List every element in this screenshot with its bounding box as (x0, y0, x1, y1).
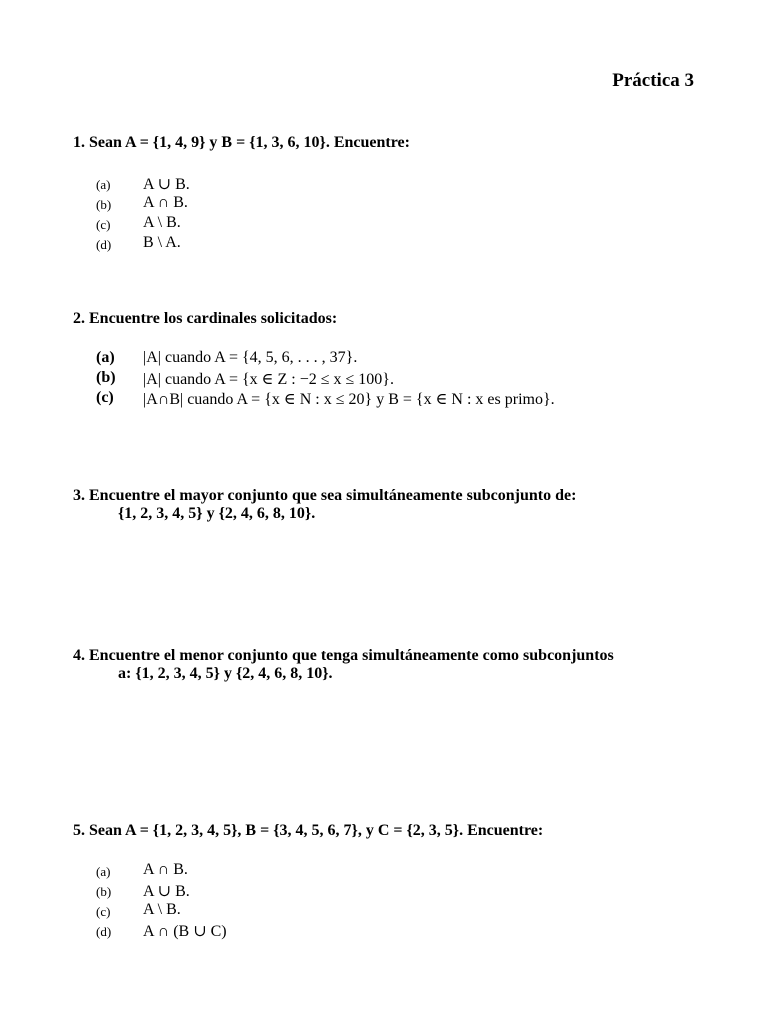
item-label: (b) (96, 884, 112, 899)
item-text: |A| cuando A = {4, 5, 6, . . . , 37}. (143, 349, 358, 366)
question-4-line-2: a: {1, 2, 3, 4, 5} y {2, 4, 6, 8, 10}. (118, 665, 333, 682)
item-label: (c) (96, 217, 111, 232)
item-label: (a) (96, 177, 111, 192)
item-text: A ∩ B. (143, 861, 188, 878)
question-3-line-1: 3. Encuentre el mayor conjunto que sea simultáneamente subconjunto de: (73, 487, 577, 504)
item-text: A \ B. (143, 214, 181, 231)
page-title: Práctica 3 (612, 70, 694, 91)
item-label: (b) (96, 197, 112, 212)
item-label: (d) (96, 237, 112, 252)
item-text: B \ A. (143, 234, 181, 251)
question-3 (73, 487, 576, 523)
item-label: (d) (96, 924, 112, 939)
item-text: |A∩B| cuando A = {x ∈ N : x ≤ 20} y B = {x ∈ N : x es primo}. (143, 391, 555, 408)
question-1: 1. Sean A = {1, 4, 9} y B = {1, 3, 6, 10}. Encuentre: (73, 134, 410, 151)
item-text: A ∩ (B ∪ C) (143, 923, 227, 940)
item-label: (c) (96, 904, 111, 919)
item-text: |A| cuando A = {x ∈ Z : −2 ≤ x ≤ 100}. (143, 371, 394, 388)
question-5: 5. Sean A = {1, 2, 3, 4, 5}, B = {3, 4, 5, 6, 7}, y C = {2, 3, 5}. Encuentre: (73, 822, 544, 839)
item-text: A \ B. (143, 901, 181, 918)
question-2: 2. Encuentre los cardinales solicitados: (73, 310, 338, 327)
question-4 (73, 647, 614, 683)
item-text: A ∩ B. (143, 194, 188, 211)
item-text: A ∪ B. (143, 883, 190, 900)
question-3-line-2: {1, 2, 3, 4, 5} y {2, 4, 6, 8, 10}. (118, 505, 316, 522)
item-label: (a) (96, 349, 115, 366)
item-text: A ∪ B. (143, 176, 190, 193)
item-label: (c) (96, 389, 114, 406)
question-4-line-1: 4. Encuentre el menor conjunto que tenga simultáneamente como subconjuntos (73, 647, 614, 664)
item-label: (b) (96, 369, 116, 386)
item-label: (a) (96, 864, 111, 879)
